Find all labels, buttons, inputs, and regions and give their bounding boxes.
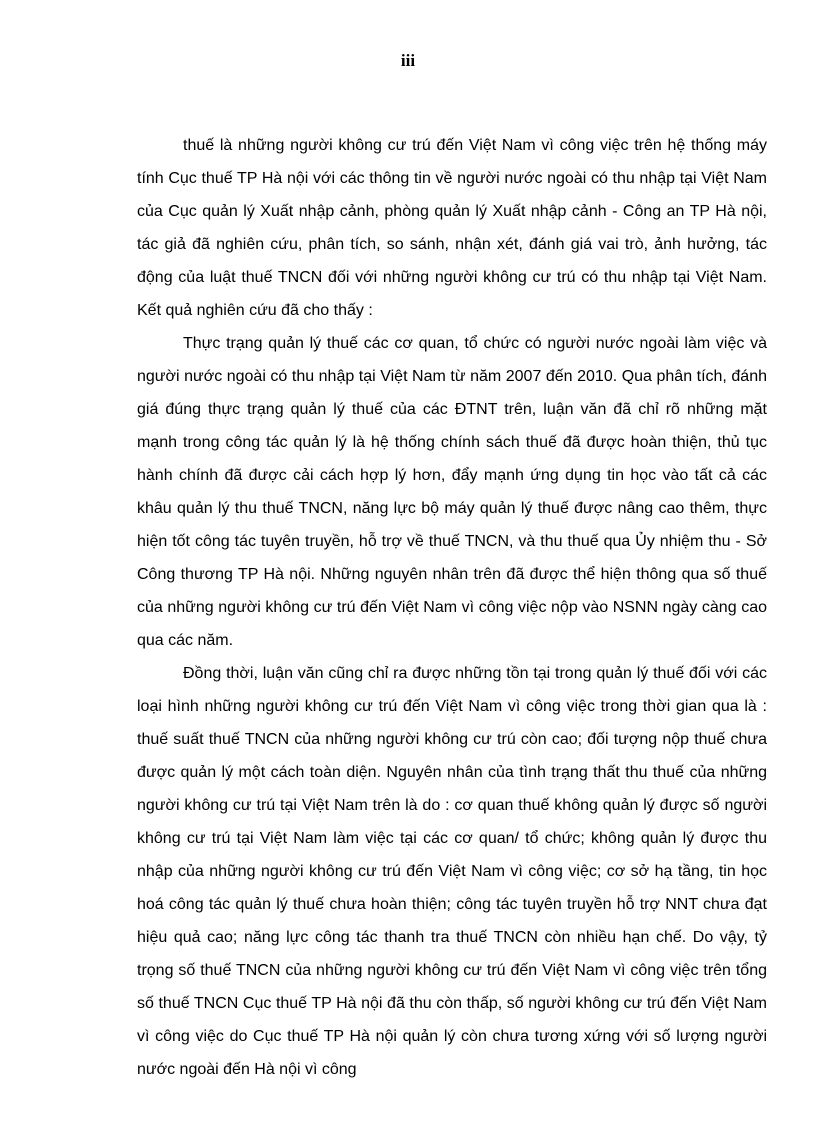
paragraph-continuation: thuế là những người không cư trú đến Việt Nam vì công việc trên hệ thống máy tính Cục thuế TP Hà nội với các thông tin về người nước ngoài có thu nhập tại Việt Nam của Cục quản lý Xuất nhập cảnh, phòng quản lý Xuất nhập cảnh - Công an TP Hà nội, tác giả đã nghiên cứu, phân tích, so sánh, nhận xét, đánh giá vai trò, ảnh hưởng, tác động của luật thuế TNCN đối với những người không cư trú có thu nhập tại Việt Nam. Kết quả nghiên cứu đã cho thấy : [137,137,767,319]
document-body [137,129,767,1086]
paragraph-shortcomings: Đồng thời, luận văn cũng chỉ ra được những tồn tại trong quản lý thuế đối với các loại hình những người không cư trú đến Việt Nam vì công việc trong thời gian qua là : thuế suất thuế TNCN của những người không cư trú còn cao; đối tượng nộp thuế chưa được quản lý một cách toàn diện. Nguyên nhân của tình trạng thất thu thuế của những người không cư trú tại Việt Nam trên là do : cơ quan thuế không quản lý được số người không cư trú tại Việt Nam làm việc tại các cơ quan/ tổ chức; không quản lý được thu nhập của những người không cư trú đến Việt Nam vì công việc; cơ sở hạ tầng, tin học hoá công tác quản lý thuế chưa hoàn thiện; công tác tuyên truyền hỗ trợ NNT chưa đạt hiệu quả cao; năng lực công tác thanh tra thuế TNCN còn nhiều hạn chế. Do vậy, tỷ trọng số thuế TNCN của những người không cư trú đến Việt Nam vì công việc trên tổng số thuế TNCN Cục thuế TP Hà nội đã thu còn thấp, số người không cư trú đến Việt Nam vì công việc do Cục thuế TP Hà nội quản lý còn chưa tương xứng với số lượng người nước ngoài đến Hà nội vì công [137,665,767,1078]
page-number: iii [400,51,416,70]
paragraph-tax-management-status: Thực trạng quản lý thuế các cơ quan, tổ chức có người nước ngoài làm việc và người nước ngoài có thu nhập tại Việt Nam từ năm 2007 đến 2010. Qua phân tích, đánh giá đúng thực trạng quản lý thuế của các ĐTNT trên, luận văn đã chỉ rõ những mặt mạnh trong công tác quản lý là hệ thống chính sách thuế đã được hoàn thiện, thủ tục hành chính đã được cải cách hợp lý hơn, đẩy mạnh ứng dụng tin học vào tất cả các khâu quản lý thu thuế TNCN, năng lực bộ máy quản lý thuế được nâng cao thêm, thực hiện tốt công tác tuyên truyền, hỗ trợ về thuế TNCN, và thu thuế qua Ủy nhiệm thu - Sở Công thương TP Hà nội. Những nguyên nhân trên đã được thể hiện thông qua số thuế của những người không cư trú đến Việt Nam vì công việc nộp vào NSNN ngày càng cao qua các năm. [137,335,767,649]
